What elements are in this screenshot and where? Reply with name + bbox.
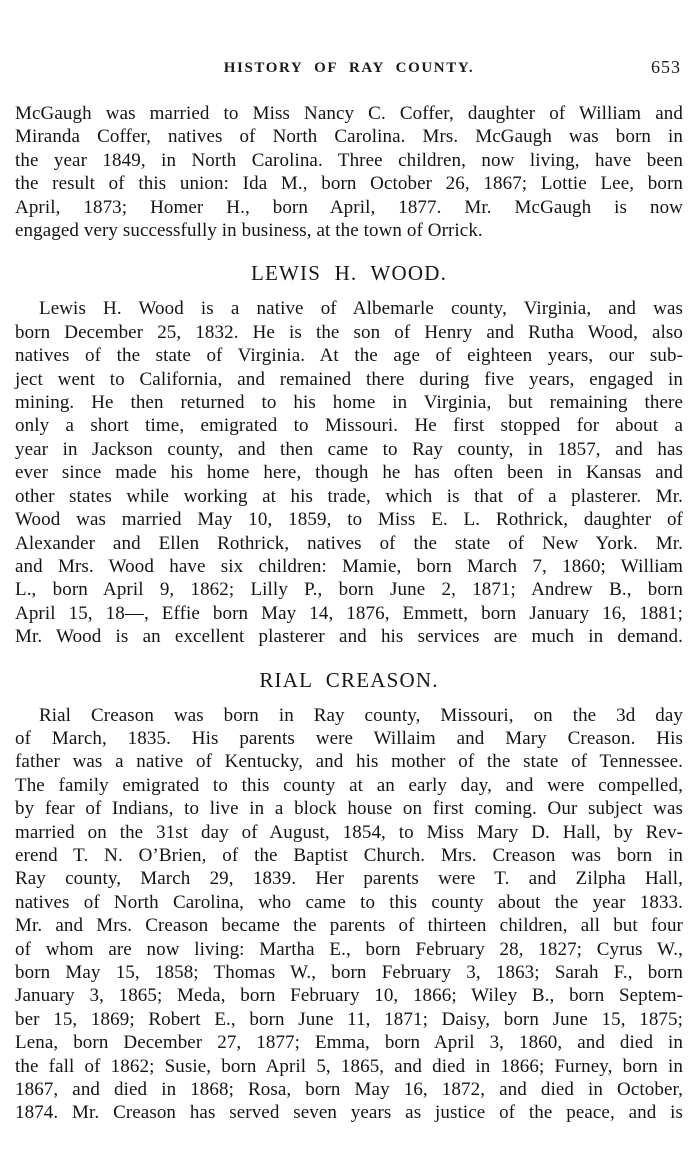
- text-line: year in Jackson county, and then came to Ray county, in 1857, and has: [15, 438, 683, 460]
- text-line: Alexander and Ellen Rothrick, natives of the state of New York. Mr.: [15, 532, 683, 554]
- text-line: natives of the state of Virginia. At the age of eighteen years, our sub-: [15, 345, 683, 367]
- text-line: the fall of 1862; Susie, born April 5, 1865, and died in 1866; Furney, born in: [15, 1055, 683, 1077]
- text-line: Mr. Wood is an excellent plasterer and his services are much in demand.: [15, 626, 683, 648]
- creason-paragraph: [15, 704, 683, 1125]
- text-line: L., born April 9, 1862; Lilly P., born June 2, 1871; Andrew B., born: [15, 579, 683, 601]
- text-line: McGaugh was married to Miss Nancy C. Coffer, daughter of William and: [15, 103, 683, 124]
- text-line: Miranda Coffer, natives of North Carolina. Mrs. McGaugh was born in: [15, 126, 683, 148]
- text-line: Ray county, March 29, 1839. Her parents were T. and Zilpha Hall,: [15, 868, 683, 890]
- text-line: father was a native of Kentucky, and his mother of the state of Tennessee.: [15, 751, 683, 773]
- text-line: Lewis H. Wood is a native of Albemarle county, Virginia, and was: [39, 298, 683, 320]
- text-line: of March, 1835. His parents were Willaim and Mary Creason. His: [15, 727, 683, 749]
- page-number: 653: [651, 57, 681, 77]
- text-line: natives of North Carolina, who came to this county about the year 1833.: [15, 891, 683, 913]
- text-line: Wood was married May 10, 1859, to Miss E. L. Rothrick, daughter of: [15, 509, 683, 531]
- text-line: 1867, and died in 1868; Rosa, born May 16, 1872, and died in October,: [15, 1079, 683, 1101]
- text-line: Mr. and Mrs. Creason became the parents of thirteen children, all but four: [15, 915, 683, 937]
- text-line: the result of this union: Ida M., born October 26, 1867; Lottie Lee, born: [15, 173, 683, 195]
- text-line: born December 25, 1832. He is the son of Henry and Rutha Wood, also: [15, 321, 683, 343]
- text-line: erend T. N. O’Brien, of the Baptist Church. Mrs. Creason was born in: [15, 844, 683, 866]
- text-line: April 15, 18—, Effie born May 14, 1876, Emmett, born January 16, 1881;: [15, 602, 683, 624]
- text-line: Lena, born December 27, 1877; Emma, born April 3, 1860, and died in: [15, 1032, 683, 1054]
- text-line: of whom are now living: Martha E., born February 28, 1827; Cyrus W.,: [15, 938, 683, 960]
- text-line: 1874. Mr. Creason has served seven years as justice of the peace, and is: [15, 1102, 683, 1124]
- text-line: engaged very successfully in business, at the town of Orrick.: [15, 220, 483, 242]
- text-line: ber 15, 1869; Robert E., born June 11, 1871; Daisy, born June 15, 1875;: [15, 1008, 683, 1030]
- text-line: by fear of Indians, to live in a block house on first coming. Our subject was: [15, 798, 683, 820]
- text-line: mining. He then returned to his home in Virginia, but remaining there: [15, 392, 683, 414]
- lewis-h-wood-heading: LEWIS H. WOOD.: [250, 261, 448, 286]
- mcgaugh-paragraph: [15, 102, 683, 242]
- text-line: only a short time, emigrated to Missouri. He first stopped for about a: [15, 415, 683, 437]
- text-line: the year 1849, in North Carolina. Three children, now living, have been: [15, 149, 683, 171]
- text-line: married on the 31st day of August, 1854, to Miss Mary D. Hall, by Rev-: [15, 821, 683, 843]
- text-line: other states while working at his trade, which is that of a plasterer. Mr.: [15, 485, 683, 507]
- running-header: [15, 57, 683, 82]
- running-header-title: HISTORY OF RAY COUNTY.: [223, 60, 475, 76]
- text-line: and Mrs. Wood have six children: Mamie, born March 7, 1860; William: [15, 555, 683, 577]
- text-line: January 3, 1865; Meda, born February 10, 1866; Wiley B., born Septem-: [15, 985, 683, 1007]
- page-content: [15, 102, 683, 1125]
- text-line: April, 1873; Homer H., born April, 1877. Mr. McGaugh is now: [15, 196, 683, 218]
- text-line: The family emigrated to this county at an early day, and were compelled,: [15, 774, 683, 796]
- rial-creason-heading: RIAL CREASON.: [259, 667, 439, 692]
- text-line: ject went to California, and remained there during five years, engaged in: [15, 368, 683, 390]
- text-line: Rial Creason was born in Ray county, Missouri, on the 3d day: [39, 704, 683, 726]
- text-line: ever since made his home here, though he has often been in Kansas and: [15, 462, 683, 484]
- wood-paragraph: [15, 297, 683, 648]
- text-line: born May 15, 1858; Thomas W., born February 3, 1863; Sarah F., born: [15, 962, 683, 983]
